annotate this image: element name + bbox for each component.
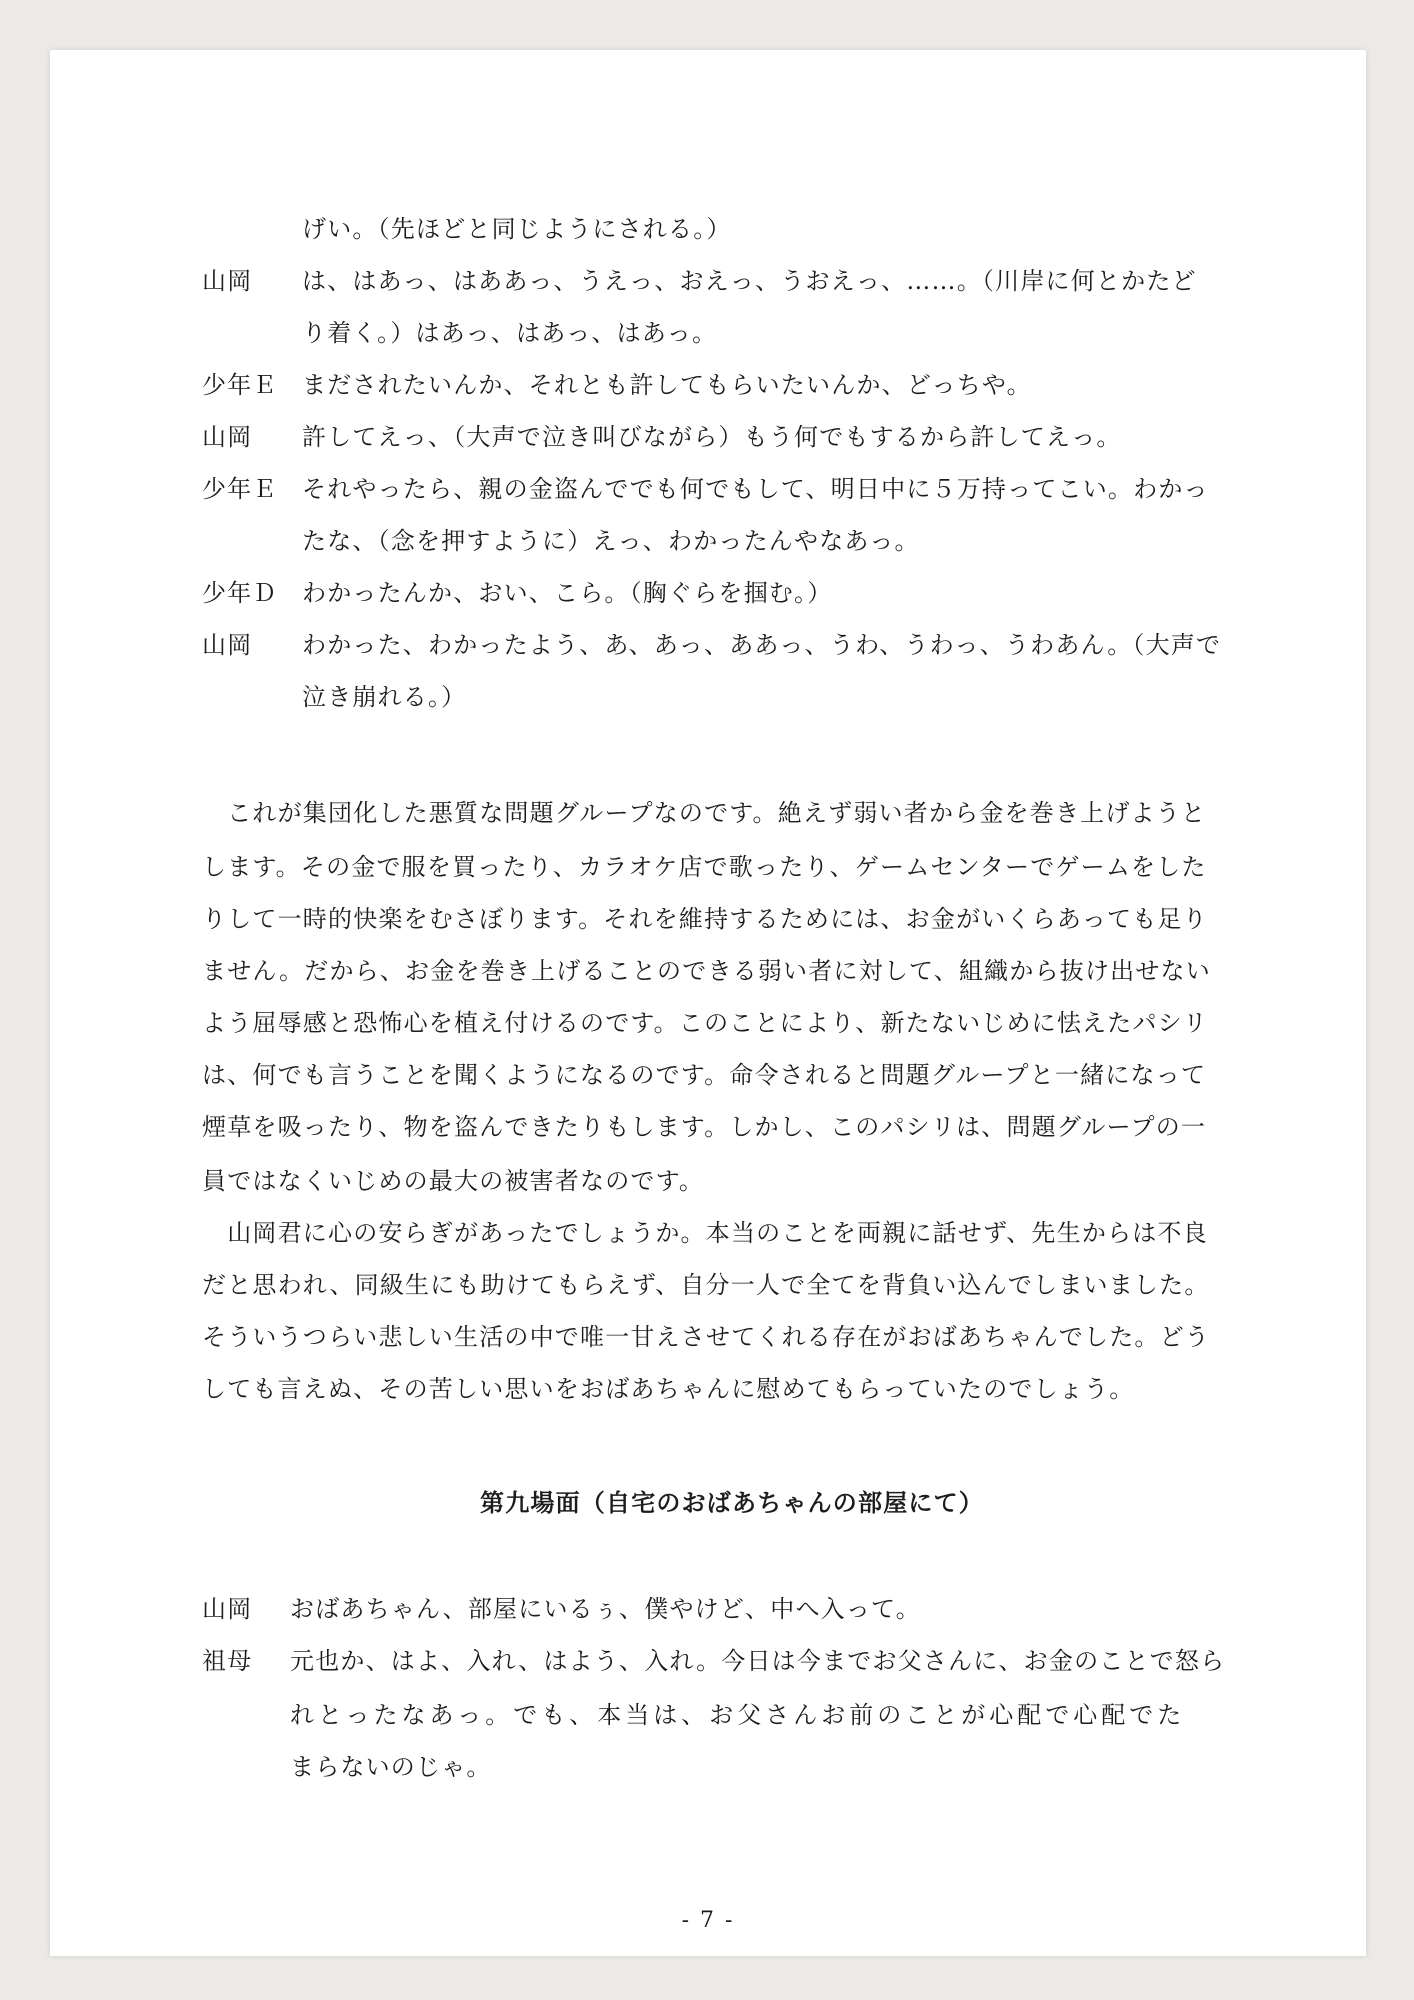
dialogue-text: わかった、わかったよう、あ、あっ、ああっ、うわ、うわっ、うわあん。（大声で <box>302 631 1222 659</box>
paragraph-line: ません。だから、お金を巻き上げることのできる弱い者に対して、組織から抜け出せない <box>202 957 1211 985</box>
paragraph-line: そういうつらい悲しい生活の中で唯一甘えさせてくれる存在がおばあちゃんでした。どう <box>202 1323 1210 1351</box>
paragraph-line: よう屈辱感と恐怖心を植え付けるのです。このことにより、新たないじめに怯えたパシリ <box>202 1009 1209 1037</box>
paragraph-line: だと思われ、同級生にも助けてもらえず、自分一人で全てを背負い込んでしまいました。 <box>202 1271 1210 1299</box>
speaker-label: 山岡 <box>202 267 253 295</box>
dialogue-text: は、はあっ、はああっ、うえっ、おえっ、うおえっ、……。（川岸に何とかたど <box>302 267 1197 295</box>
paragraph-line: は、何でも言うことを聞くようになるのです。命令されると問題グループと一緒になって <box>202 1061 1207 1089</box>
speaker-label: 祖母 <box>202 1647 253 1675</box>
speaker-label: 山岡 <box>202 1595 253 1623</box>
dialogue-text: おばあちゃん、部屋にいるぅ、僕やけど、中へ入って。 <box>290 1595 921 1623</box>
speaker-label: 少年Ｄ <box>202 579 278 607</box>
dialogue-text: まだされたいんか、それとも許してもらいたいんか、どっちや。 <box>302 371 1032 399</box>
dialogue-text: げい。（先ほどと同じようにされる。） <box>302 215 732 243</box>
speaker-label: 少年Ｅ <box>202 475 278 503</box>
paragraph-line: これが集団化した悪質な問題グループなのです。絶えず弱い者から金を巻き上げようと <box>202 799 1207 827</box>
paragraph-line: 煙草を吸ったり、物を盗んできたりもします。しかし、このパシリは、問題グループの一 <box>202 1113 1207 1141</box>
scene-heading: 第九場面（自宅のおばあちゃんの部屋にて） <box>480 1488 984 1517</box>
dialogue-text: わかったんか、おい、こら。（胸ぐらを掴む。） <box>302 579 833 607</box>
dialogue-text: 元也か、はよ、入れ、はよう、入れ。今日は今までお父さんに、お金のことで怒ら <box>290 1647 1226 1675</box>
speaker-label: 少年Ｅ <box>202 371 278 399</box>
dialogue-text: り着く。）はあっ、はあっ、はあっ。 <box>302 319 718 347</box>
paragraph-line: しても言えぬ、その苦しい思いをおばあちゃんに慰めてもらっていたのでしょう。 <box>202 1375 1135 1403</box>
speaker-label: 山岡 <box>202 423 253 451</box>
speaker-label: 山岡 <box>202 631 253 659</box>
paragraph-line: します。その金で服を買ったり、カラオケ店で歌ったり、ゲームセンターでゲームをした <box>202 853 1207 881</box>
dialogue-text: まらないのじゃ。 <box>290 1753 492 1781</box>
page-number: - 7 - <box>681 1908 735 1933</box>
dialogue-text: 泣き崩れる。） <box>302 683 467 711</box>
dialogue-text: れとったなあっ。でも、本当は、お父さんお前のことが心配で心配でた <box>290 1701 1186 1729</box>
dialogue-text: それやったら、親の金盗んででも何でもして、明日中に５万持ってこい。わかっ <box>302 475 1209 503</box>
paragraph-line: りして一時的快楽をむさぼります。それを維持するためには、お金がいくらあっても足り <box>202 905 1208 933</box>
paragraph-line: 員ではなくいじめの最大の被害者なのです。 <box>202 1167 705 1195</box>
paragraph-line: 山岡君に心の安らぎがあったでしょうか。本当のことを両親に話せず、先生からは不良 <box>202 1219 1208 1247</box>
dialogue-text: たな、（念を押すように）えっ、わかったんやなあっ。 <box>302 527 920 555</box>
dialogue-text: 許してえっ、（大声で泣き叫びながら）もう何でもするから許してえっ。 <box>302 423 1122 451</box>
document-page <box>50 50 1366 1956</box>
